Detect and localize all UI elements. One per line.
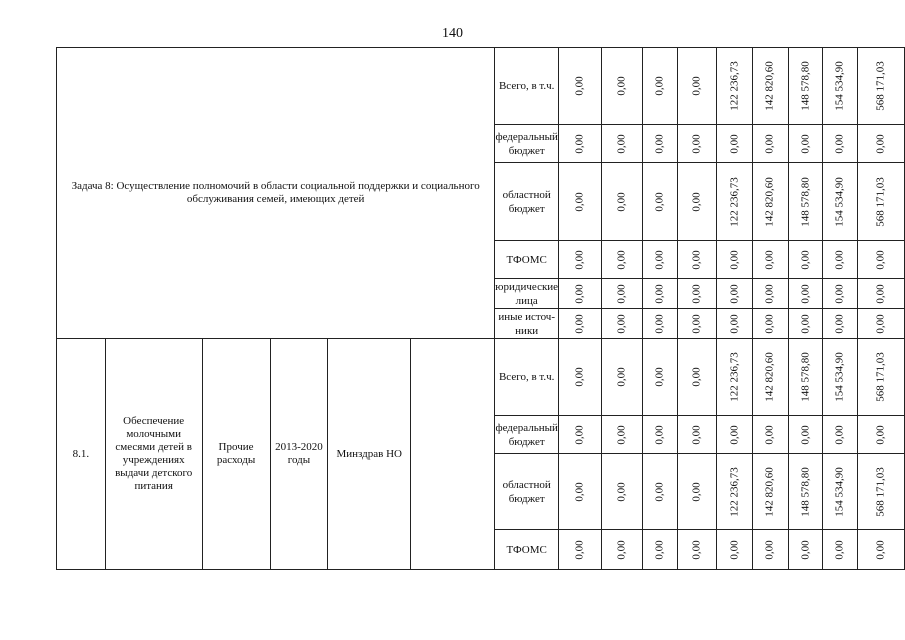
amount-value: 0,00 bbox=[653, 249, 666, 270]
amount-value: 0,00 bbox=[690, 283, 703, 304]
amount-value: 0,00 bbox=[615, 367, 628, 387]
amount-value: 0,00 bbox=[799, 249, 812, 270]
amount-cell bbox=[858, 241, 905, 279]
amount-cell bbox=[717, 163, 753, 241]
funding-source: областной бюджет bbox=[495, 163, 559, 241]
amount-cell bbox=[753, 241, 789, 279]
amount-cell bbox=[788, 416, 823, 454]
item-name: Обеспечение молочными смесями детей в учреждениях выдачи детского питания bbox=[105, 339, 202, 570]
amount-value: 0,00 bbox=[690, 76, 703, 96]
amount-cell bbox=[678, 125, 717, 163]
amount-value: 154 534,90 bbox=[833, 61, 846, 111]
amount-cell bbox=[602, 339, 643, 416]
amount-value: 0,00 bbox=[728, 133, 741, 154]
amount-cell bbox=[823, 454, 858, 530]
amount-cell bbox=[788, 530, 823, 570]
amount-value: 0,00 bbox=[615, 539, 628, 560]
executor: Минздрав НО bbox=[328, 339, 411, 570]
amount-value: 0,00 bbox=[653, 283, 666, 304]
amount-value: 0,00 bbox=[874, 313, 887, 334]
amount-value: 0,00 bbox=[763, 539, 776, 560]
amount-value: 0,00 bbox=[615, 249, 628, 270]
amount-value: 0,00 bbox=[874, 424, 887, 445]
amount-value: 0,00 bbox=[728, 249, 741, 270]
amount-cell bbox=[788, 339, 823, 416]
amount-value: 0,00 bbox=[615, 424, 628, 445]
amount-cell bbox=[643, 279, 678, 309]
amount-cell bbox=[678, 279, 717, 309]
amount-cell bbox=[858, 125, 905, 163]
amount-cell bbox=[823, 339, 858, 416]
amount-cell bbox=[643, 48, 678, 125]
amount-value: 148 578,80 bbox=[799, 352, 812, 402]
amount-cell bbox=[678, 241, 717, 279]
amount-value: 0,00 bbox=[799, 313, 812, 334]
amount-cell bbox=[823, 48, 858, 125]
amount-value: 0,00 bbox=[615, 191, 628, 212]
amount-cell bbox=[788, 309, 823, 339]
amount-value: 0,00 bbox=[690, 481, 703, 502]
amount-value: 0,00 bbox=[615, 133, 628, 154]
amount-value: 122 236,73 bbox=[728, 466, 741, 517]
amount-cell bbox=[678, 48, 717, 125]
amount-cell bbox=[823, 309, 858, 339]
amount-value: 0,00 bbox=[653, 481, 666, 502]
amount-cell bbox=[602, 48, 643, 125]
funding-source: федеральный бюджет bbox=[495, 125, 559, 163]
amount-cell bbox=[678, 454, 717, 530]
funding-source: ТФОМС bbox=[495, 241, 559, 279]
amount-cell bbox=[717, 339, 753, 416]
amount-value: 0,00 bbox=[653, 133, 666, 154]
amount-value: 142 820,60 bbox=[763, 176, 776, 227]
amount-value: 154 534,90 bbox=[833, 466, 846, 517]
amount-value: 0,00 bbox=[799, 424, 812, 445]
amount-cell bbox=[753, 309, 789, 339]
amount-cell bbox=[823, 416, 858, 454]
amount-cell bbox=[858, 530, 905, 570]
amount-value: 0,00 bbox=[690, 133, 703, 154]
amount-value: 0,00 bbox=[573, 481, 586, 502]
amount-value: 0,00 bbox=[690, 424, 703, 445]
amount-value: 0,00 bbox=[763, 424, 776, 445]
amount-cell bbox=[717, 309, 753, 339]
amount-value: 0,00 bbox=[573, 133, 586, 154]
amount-cell bbox=[753, 125, 789, 163]
budget-table bbox=[56, 47, 905, 570]
amount-cell bbox=[717, 48, 753, 125]
amount-cell bbox=[788, 125, 823, 163]
funding-source: ТФОМС bbox=[495, 530, 559, 570]
amount-value: 0,00 bbox=[653, 367, 666, 387]
amount-value: 0,00 bbox=[833, 313, 846, 334]
funding-source: Всего, в т.ч. bbox=[495, 48, 559, 125]
amount-cell bbox=[678, 309, 717, 339]
amount-cell bbox=[643, 339, 678, 416]
amount-value: 0,00 bbox=[799, 283, 812, 304]
amount-cell bbox=[753, 454, 789, 530]
amount-value: 0,00 bbox=[653, 424, 666, 445]
amount-value: 0,00 bbox=[615, 481, 628, 502]
amount-cell bbox=[858, 339, 905, 416]
amount-cell bbox=[559, 241, 602, 279]
amount-value: 122 236,73 bbox=[728, 176, 741, 227]
amount-cell bbox=[559, 48, 602, 125]
amount-value: 0,00 bbox=[690, 191, 703, 212]
amount-value: 0,00 bbox=[874, 283, 887, 304]
amount-cell bbox=[753, 163, 789, 241]
amount-cell bbox=[823, 125, 858, 163]
amount-value: 148 578,80 bbox=[799, 61, 812, 111]
amount-cell bbox=[559, 163, 602, 241]
amount-cell bbox=[858, 416, 905, 454]
amount-cell bbox=[823, 279, 858, 309]
amount-value: 0,00 bbox=[615, 313, 628, 334]
amount-value: 0,00 bbox=[573, 76, 586, 96]
amount-value: 0,00 bbox=[728, 539, 741, 560]
amount-value: 148 578,80 bbox=[799, 176, 812, 227]
amount-cell bbox=[602, 125, 643, 163]
funding-source: федеральный бюджет bbox=[495, 416, 559, 454]
amount-cell bbox=[559, 454, 602, 530]
amount-cell bbox=[643, 309, 678, 339]
amount-value: 0,00 bbox=[799, 133, 812, 154]
amount-value: 568 171,03 bbox=[874, 176, 887, 227]
amount-cell bbox=[602, 241, 643, 279]
amount-value: 148 578,80 bbox=[799, 466, 812, 517]
funding-source: областной бюджет bbox=[495, 454, 559, 530]
amount-value: 154 534,90 bbox=[833, 176, 846, 227]
amount-cell bbox=[602, 454, 643, 530]
amount-value: 0,00 bbox=[833, 283, 846, 304]
amount-value: 0,00 bbox=[728, 283, 741, 304]
amount-value: 0,00 bbox=[690, 539, 703, 560]
amount-cell bbox=[678, 339, 717, 416]
amount-cell bbox=[643, 163, 678, 241]
amount-value: 0,00 bbox=[833, 424, 846, 445]
amount-cell bbox=[678, 530, 717, 570]
amount-value: 0,00 bbox=[573, 539, 586, 560]
amount-cell bbox=[602, 279, 643, 309]
amount-cell bbox=[643, 241, 678, 279]
amount-cell bbox=[753, 48, 789, 125]
funding-source: юридические лица bbox=[495, 280, 559, 307]
amount-cell bbox=[559, 530, 602, 570]
amount-cell bbox=[753, 339, 789, 416]
amount-cell bbox=[823, 241, 858, 279]
amount-value: 0,00 bbox=[690, 313, 703, 334]
amount-cell bbox=[602, 163, 643, 241]
amount-cell bbox=[643, 454, 678, 530]
amount-cell bbox=[788, 454, 823, 530]
amount-value: 0,00 bbox=[653, 191, 666, 212]
amount-value: 0,00 bbox=[573, 424, 586, 445]
funding-source: Всего, в т.ч. bbox=[495, 339, 559, 416]
amount-cell bbox=[559, 339, 602, 416]
amount-cell bbox=[788, 48, 823, 125]
amount-cell bbox=[717, 454, 753, 530]
amount-value: 0,00 bbox=[573, 249, 586, 270]
amount-cell bbox=[717, 279, 753, 309]
amount-cell bbox=[717, 125, 753, 163]
amount-value: 122 236,73 bbox=[728, 61, 741, 111]
task-row bbox=[57, 48, 905, 125]
amount-cell bbox=[643, 530, 678, 570]
amount-value: 0,00 bbox=[763, 133, 776, 154]
blank-cell bbox=[411, 339, 495, 570]
amount-value: 142 820,60 bbox=[763, 61, 776, 111]
amount-cell bbox=[602, 309, 643, 339]
amount-value: 0,00 bbox=[615, 76, 628, 96]
amount-cell bbox=[717, 241, 753, 279]
amount-value: 0,00 bbox=[690, 249, 703, 270]
amount-value: 0,00 bbox=[833, 539, 846, 560]
amount-value: 0,00 bbox=[573, 191, 586, 212]
amount-cell bbox=[858, 309, 905, 339]
amount-value: 0,00 bbox=[763, 313, 776, 334]
page-number: 140 bbox=[442, 26, 463, 41]
amount-cell bbox=[858, 48, 905, 125]
expense-type: Прочие расходы bbox=[202, 339, 270, 570]
amount-value: 0,00 bbox=[799, 539, 812, 560]
amount-cell bbox=[559, 125, 602, 163]
amount-value: 0,00 bbox=[573, 367, 586, 387]
amount-value: 0,00 bbox=[690, 367, 703, 387]
item-number: 8.1. bbox=[57, 339, 106, 570]
amount-cell bbox=[678, 416, 717, 454]
amount-cell bbox=[788, 279, 823, 309]
amount-cell bbox=[602, 530, 643, 570]
funding-source: иные источ-ники bbox=[495, 309, 559, 339]
amount-cell bbox=[858, 163, 905, 241]
amount-cell bbox=[858, 279, 905, 309]
amount-cell bbox=[602, 416, 643, 454]
amount-cell bbox=[643, 125, 678, 163]
amount-value: 0,00 bbox=[653, 539, 666, 560]
amount-cell bbox=[643, 416, 678, 454]
amount-cell bbox=[717, 416, 753, 454]
amount-value: 0,00 bbox=[728, 313, 741, 334]
amount-value: 0,00 bbox=[653, 313, 666, 334]
amount-cell bbox=[858, 454, 905, 530]
amount-value: 0,00 bbox=[573, 313, 586, 334]
amount-value: 0,00 bbox=[763, 283, 776, 304]
amount-value: 0,00 bbox=[833, 133, 846, 154]
amount-value: 0,00 bbox=[874, 249, 887, 270]
amount-value: 0,00 bbox=[874, 133, 887, 154]
amount-cell bbox=[788, 163, 823, 241]
amount-value: 154 534,90 bbox=[833, 352, 846, 402]
amount-value: 0,00 bbox=[653, 76, 666, 96]
amount-value: 0,00 bbox=[728, 424, 741, 445]
amount-value: 0,00 bbox=[615, 283, 628, 304]
item-row bbox=[57, 339, 905, 416]
amount-cell bbox=[559, 309, 602, 339]
amount-value: 568 171,03 bbox=[874, 466, 887, 517]
amount-value: 142 820,60 bbox=[763, 466, 776, 517]
amount-value: 142 820,60 bbox=[763, 352, 776, 402]
task-description: Задача 8: Осуществление полномочий в области социальной поддержки и социального обслуживания семей, имеющих детей bbox=[57, 48, 495, 339]
amount-cell bbox=[788, 241, 823, 279]
amount-value: 568 171,03 bbox=[874, 352, 887, 402]
amount-cell bbox=[823, 530, 858, 570]
amount-value: 0,00 bbox=[874, 539, 887, 560]
amount-cell bbox=[753, 416, 789, 454]
amount-cell bbox=[559, 416, 602, 454]
amount-value: 0,00 bbox=[833, 249, 846, 270]
amount-cell bbox=[559, 279, 602, 309]
amount-cell bbox=[753, 530, 789, 570]
amount-cell bbox=[678, 163, 717, 241]
amount-cell bbox=[717, 530, 753, 570]
amount-value: 0,00 bbox=[763, 249, 776, 270]
amount-cell bbox=[823, 163, 858, 241]
amount-value: 0,00 bbox=[573, 283, 586, 304]
amount-value: 122 236,73 bbox=[728, 352, 741, 402]
amount-cell bbox=[753, 279, 789, 309]
implementation-period: 2013-2020 годы bbox=[270, 339, 328, 570]
amount-value: 568 171,03 bbox=[874, 61, 887, 111]
